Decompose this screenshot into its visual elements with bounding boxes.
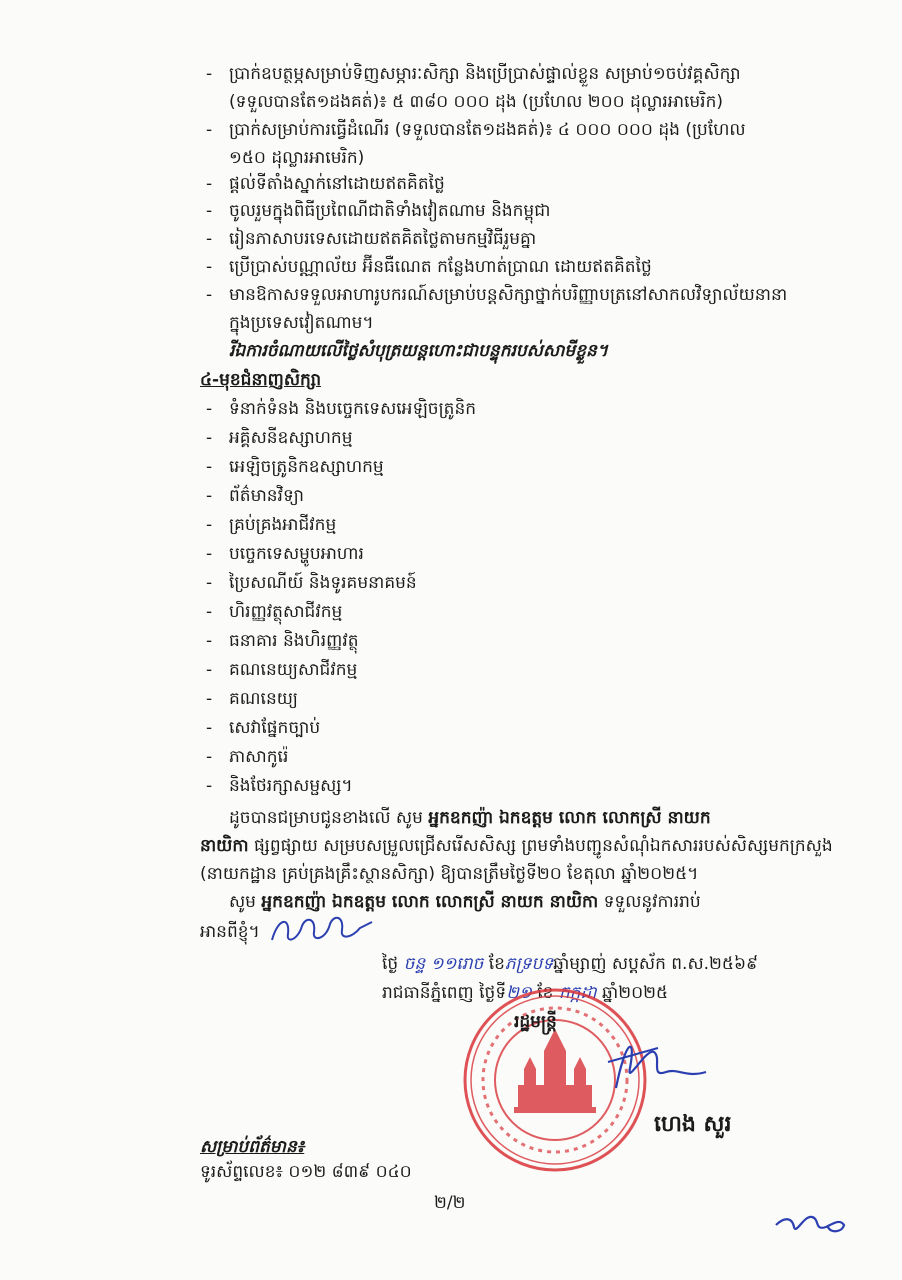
closing-p1-line1 bbox=[229, 806, 711, 830]
bullet-dash: - bbox=[206, 718, 213, 738]
bullet-dash: - bbox=[206, 486, 213, 506]
addressee-bold: នាយិកា bbox=[200, 836, 249, 856]
bullet-dash: - bbox=[206, 776, 213, 796]
major-item: គ្រប់គ្រងអាជីវកម្ម bbox=[229, 515, 337, 535]
benefit-1-line2: (ទទួលបានតែ១ដងគត់)៖ ៥ ៣៨០ ០០០ ដុង (ប្រហែល ២០០ ដុល្លារអាមេរិក) bbox=[229, 92, 724, 112]
handwritten-lunar-month: ភទ្របទ bbox=[504, 954, 554, 974]
benefit-4: ចូលរួមក្នុងពិធីប្រពៃណីជាតិទាំងវៀតណាម និងកម្ពុជា bbox=[229, 201, 551, 221]
bullet-dash: - bbox=[206, 399, 213, 419]
bullet-dash: - bbox=[206, 515, 213, 535]
bullet-dash: - bbox=[206, 201, 213, 221]
benefit-5: រៀនភាសាបរទេសដោយឥតគិតថ្លៃតាមកម្មវិធីរួមគ្នា bbox=[229, 229, 537, 249]
addressee-bold: អ្នកឧកញ៉ា ឯកឧត្តម លោក លោកស្រី នាយក នាយិកា bbox=[261, 892, 599, 912]
major-item: អេឡិចត្រូនិកឧស្សាហកម្ម bbox=[229, 457, 384, 477]
addressee-bold: អ្នកឧកញ៉ា ឯកឧត្តម លោក លោកស្រី នាយក bbox=[428, 808, 711, 828]
benefit-6: ប្រើប្រាស់បណ្ណាល័យ អ៊ីនធឺណេត កន្លែងហាត់ប្រាណ ដោយឥតគិតថ្លៃ bbox=[229, 257, 652, 277]
major-item: ព័ត៌មានវិទ្យា bbox=[229, 486, 304, 506]
signer-title: រដ្ឋមន្ត្រី bbox=[514, 1012, 557, 1032]
benefit-7-line2: ក្នុងប្រទេសវៀតណាម។ bbox=[229, 313, 374, 333]
bottom-initials bbox=[770, 1205, 850, 1239]
closing-text: ដូចបានជម្រាបជូនខាងលើ សូម bbox=[229, 808, 429, 828]
bullet-dash: - bbox=[206, 573, 213, 593]
handwritten-solar-day: ២១ bbox=[506, 983, 532, 1003]
closing-text: សូម bbox=[229, 892, 262, 912]
handwritten-solar-month: កក្កដា bbox=[558, 983, 597, 1003]
date-label: ខែ bbox=[488, 954, 505, 974]
benefit-7-line1: មានឱកាសទទួលអាហារូបករណ៍សម្រាប់បន្តសិក្សាថ្នាក់បរិញ្ញាបត្រនៅសាកលវិទ្យាល័យនានា bbox=[229, 285, 788, 305]
bullet-dash: - bbox=[206, 544, 213, 564]
bullet-dash: - bbox=[206, 229, 213, 249]
benefit-3: ផ្តល់ទីតាំងស្នាក់នៅដោយឥតគិតថ្លៃ bbox=[229, 174, 445, 194]
airfare-note: រីឯការចំណាយលើថ្លៃសំបុត្រយន្តហោះជាបន្ទុករបស់សាមីខ្លួន។ bbox=[229, 341, 609, 361]
bullet-dash: - bbox=[206, 174, 213, 194]
majors-heading: ៤-មុខជំនាញសិក្សា bbox=[200, 370, 322, 390]
major-item: និងថែរក្សាសម្ផស្ស។ bbox=[229, 776, 353, 796]
date-text: ឆ្នាំម្សាញ់ សប្តស័ក ព.ស.២៥៦៩ bbox=[553, 954, 759, 974]
bullet-dash: - bbox=[206, 285, 213, 305]
bullet-dash: - bbox=[206, 631, 213, 651]
benefit-1-line1: ប្រាក់ឧបត្ថម្ភសម្រាប់ទិញសម្ភារៈសិក្សា និងប្រើប្រាស់ផ្ទាល់ខ្លួន សម្រាប់១ចប់វគ្គសិក្សា bbox=[229, 64, 741, 84]
major-item: ប្រៃសណីយ៍ និងទូរគមនាគមន៍ bbox=[229, 573, 417, 593]
benefit-2-line1: ប្រាក់សម្រាប់ការធ្វើដំណើរ (ទទួលបានតែ១ដងគត់)៖ ៤ ០០០ ០០០ ដុង (ប្រហែល bbox=[229, 120, 746, 140]
major-item: ហិរញ្ញវត្ថុសាជីវកម្ម bbox=[229, 602, 343, 622]
bullet-dash: - bbox=[206, 660, 213, 680]
closing-text: ទទួលនូវការរាប់ bbox=[598, 892, 701, 912]
benefit-2-line2: ១៥០ ដុល្លារអាមេរិក) bbox=[229, 148, 365, 168]
signature-scribble bbox=[596, 1028, 716, 1098]
closing-p2-line2: អានពីខ្ញុំ។ bbox=[200, 922, 260, 942]
signer-name: ហេង សួរ bbox=[654, 1112, 732, 1137]
bullet-dash: - bbox=[206, 457, 213, 477]
bullet-dash: - bbox=[206, 257, 213, 277]
major-item: ភាសាកូរ៉េ bbox=[229, 747, 289, 767]
major-item: អគ្គិសនីឧស្សាហកម្ម bbox=[229, 428, 353, 448]
major-item: គណនេយ្យសាជីវកម្ម bbox=[229, 660, 358, 680]
bullet-dash: - bbox=[206, 64, 213, 84]
bullet-dash: - bbox=[206, 689, 213, 709]
date-label: ខែ bbox=[537, 983, 554, 1003]
date-label: ថ្ងៃ bbox=[382, 954, 399, 974]
closing-p1-line3: (នាយកដ្ឋាន គ្រប់គ្រងគ្រឹះស្ថានសិក្សា) ឱ្យបានត្រឹមថ្ងៃទី២០ ខែតុលា ឆ្នាំ២០២៥។ bbox=[200, 864, 699, 884]
bullet-dash: - bbox=[206, 428, 213, 448]
major-item: ទំនាក់ទំនង និងបច្ចេកទេសអេឡិចត្រូនិក bbox=[229, 399, 477, 419]
major-item: គណនេយ្យ bbox=[229, 689, 298, 709]
closing-p1-line2 bbox=[200, 834, 833, 858]
date-label: រាជធានីភ្នំពេញ ថ្ងៃទី bbox=[382, 983, 507, 1003]
bullet-dash: - bbox=[206, 120, 213, 140]
date-text: ឆ្នាំ២០២៥ bbox=[602, 983, 669, 1003]
bullet-dash: - bbox=[206, 602, 213, 622]
info-heading: សម្រាប់ព័ត៌មាន៖ bbox=[200, 1137, 305, 1157]
bullet-dash: - bbox=[206, 747, 213, 767]
page-number: ២/២ bbox=[434, 1193, 466, 1213]
closing-text: ផ្សព្វផ្សាយ សម្របសម្រួលជ្រើសរើសសិស្ស ព្រមទាំងបញ្ជូនសំណុំឯកសាររបស់សិស្សមកក្រសួង bbox=[248, 836, 833, 856]
handwritten-initials bbox=[268, 910, 378, 950]
major-item: បច្ចេកទេសម្ហូបអាហារ bbox=[229, 544, 364, 564]
lunar-date-line bbox=[382, 952, 758, 976]
handwritten-lunar-day: ចន្ទ ១១រោច bbox=[403, 954, 484, 974]
major-item: ធនាគារ និងហិរញ្ញវត្ថុ bbox=[229, 631, 359, 651]
major-item: សេវាផ្នែកច្បាប់ bbox=[229, 718, 321, 738]
contact-phone: ទូរស័ព្ទលេខ៖ ០១២ ៨៣៩ ០៤០ bbox=[200, 1162, 412, 1182]
